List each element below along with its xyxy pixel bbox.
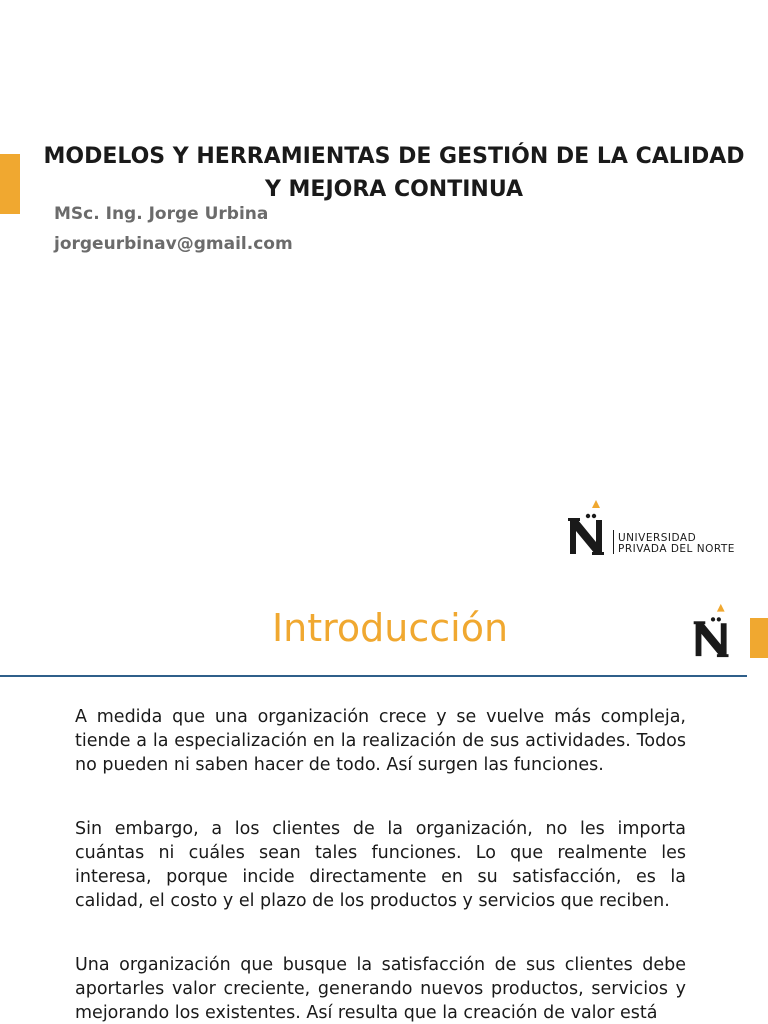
- upn-n-icon: [566, 496, 612, 558]
- accent-bar: [0, 154, 20, 214]
- content-slide: [0, 584, 768, 1024]
- paragraph-2: Sin embargo, a los clientes de la organización, no les importa cuántas ni cuáles sean tales funciones. Lo que realmente les interesa, porque incide directamente en su satisfacción, es la calidad, el costo y el plazo de los productos y servicios que reciben.: [75, 819, 686, 911]
- author-name: MSc. Ing. Jorge Urbina: [54, 204, 269, 224]
- upn-n-icon: [690, 600, 738, 660]
- logo-line-2: PRIVADA DEL NORTE: [618, 543, 735, 555]
- logo-text: [618, 533, 735, 555]
- paragraph-1: A medida que una organización crece y se vuelve más compleja, tiende a la especialización en la realización de sus actividades. Todos no pueden ni saben hacer de todo. Así surgen las funciones.: [75, 707, 686, 775]
- title-underline: [0, 675, 747, 677]
- university-logo: [566, 496, 756, 560]
- accent-bar: [750, 618, 768, 658]
- section-title: Introducción: [271, 606, 509, 650]
- paragraph-3: Una organización que busque la satisfacción de sus clientes debe aportarles valor creciente, generando nuevos productos, servicios y mejorando los existentes. Así resulta que la creación de valor está: [75, 955, 686, 1023]
- slide-title: MODELOS Y HERRAMIENTAS DE GESTIÓN DE LA CALIDAD Y MEJORA CONTINUA: [43, 144, 745, 202]
- slide-separator: [0, 576, 768, 584]
- author-email: jorgeurbinav@gmail.com: [54, 234, 293, 254]
- logo-divider: [613, 530, 614, 554]
- logo-line-1: UNIVERSIDAD: [618, 532, 697, 544]
